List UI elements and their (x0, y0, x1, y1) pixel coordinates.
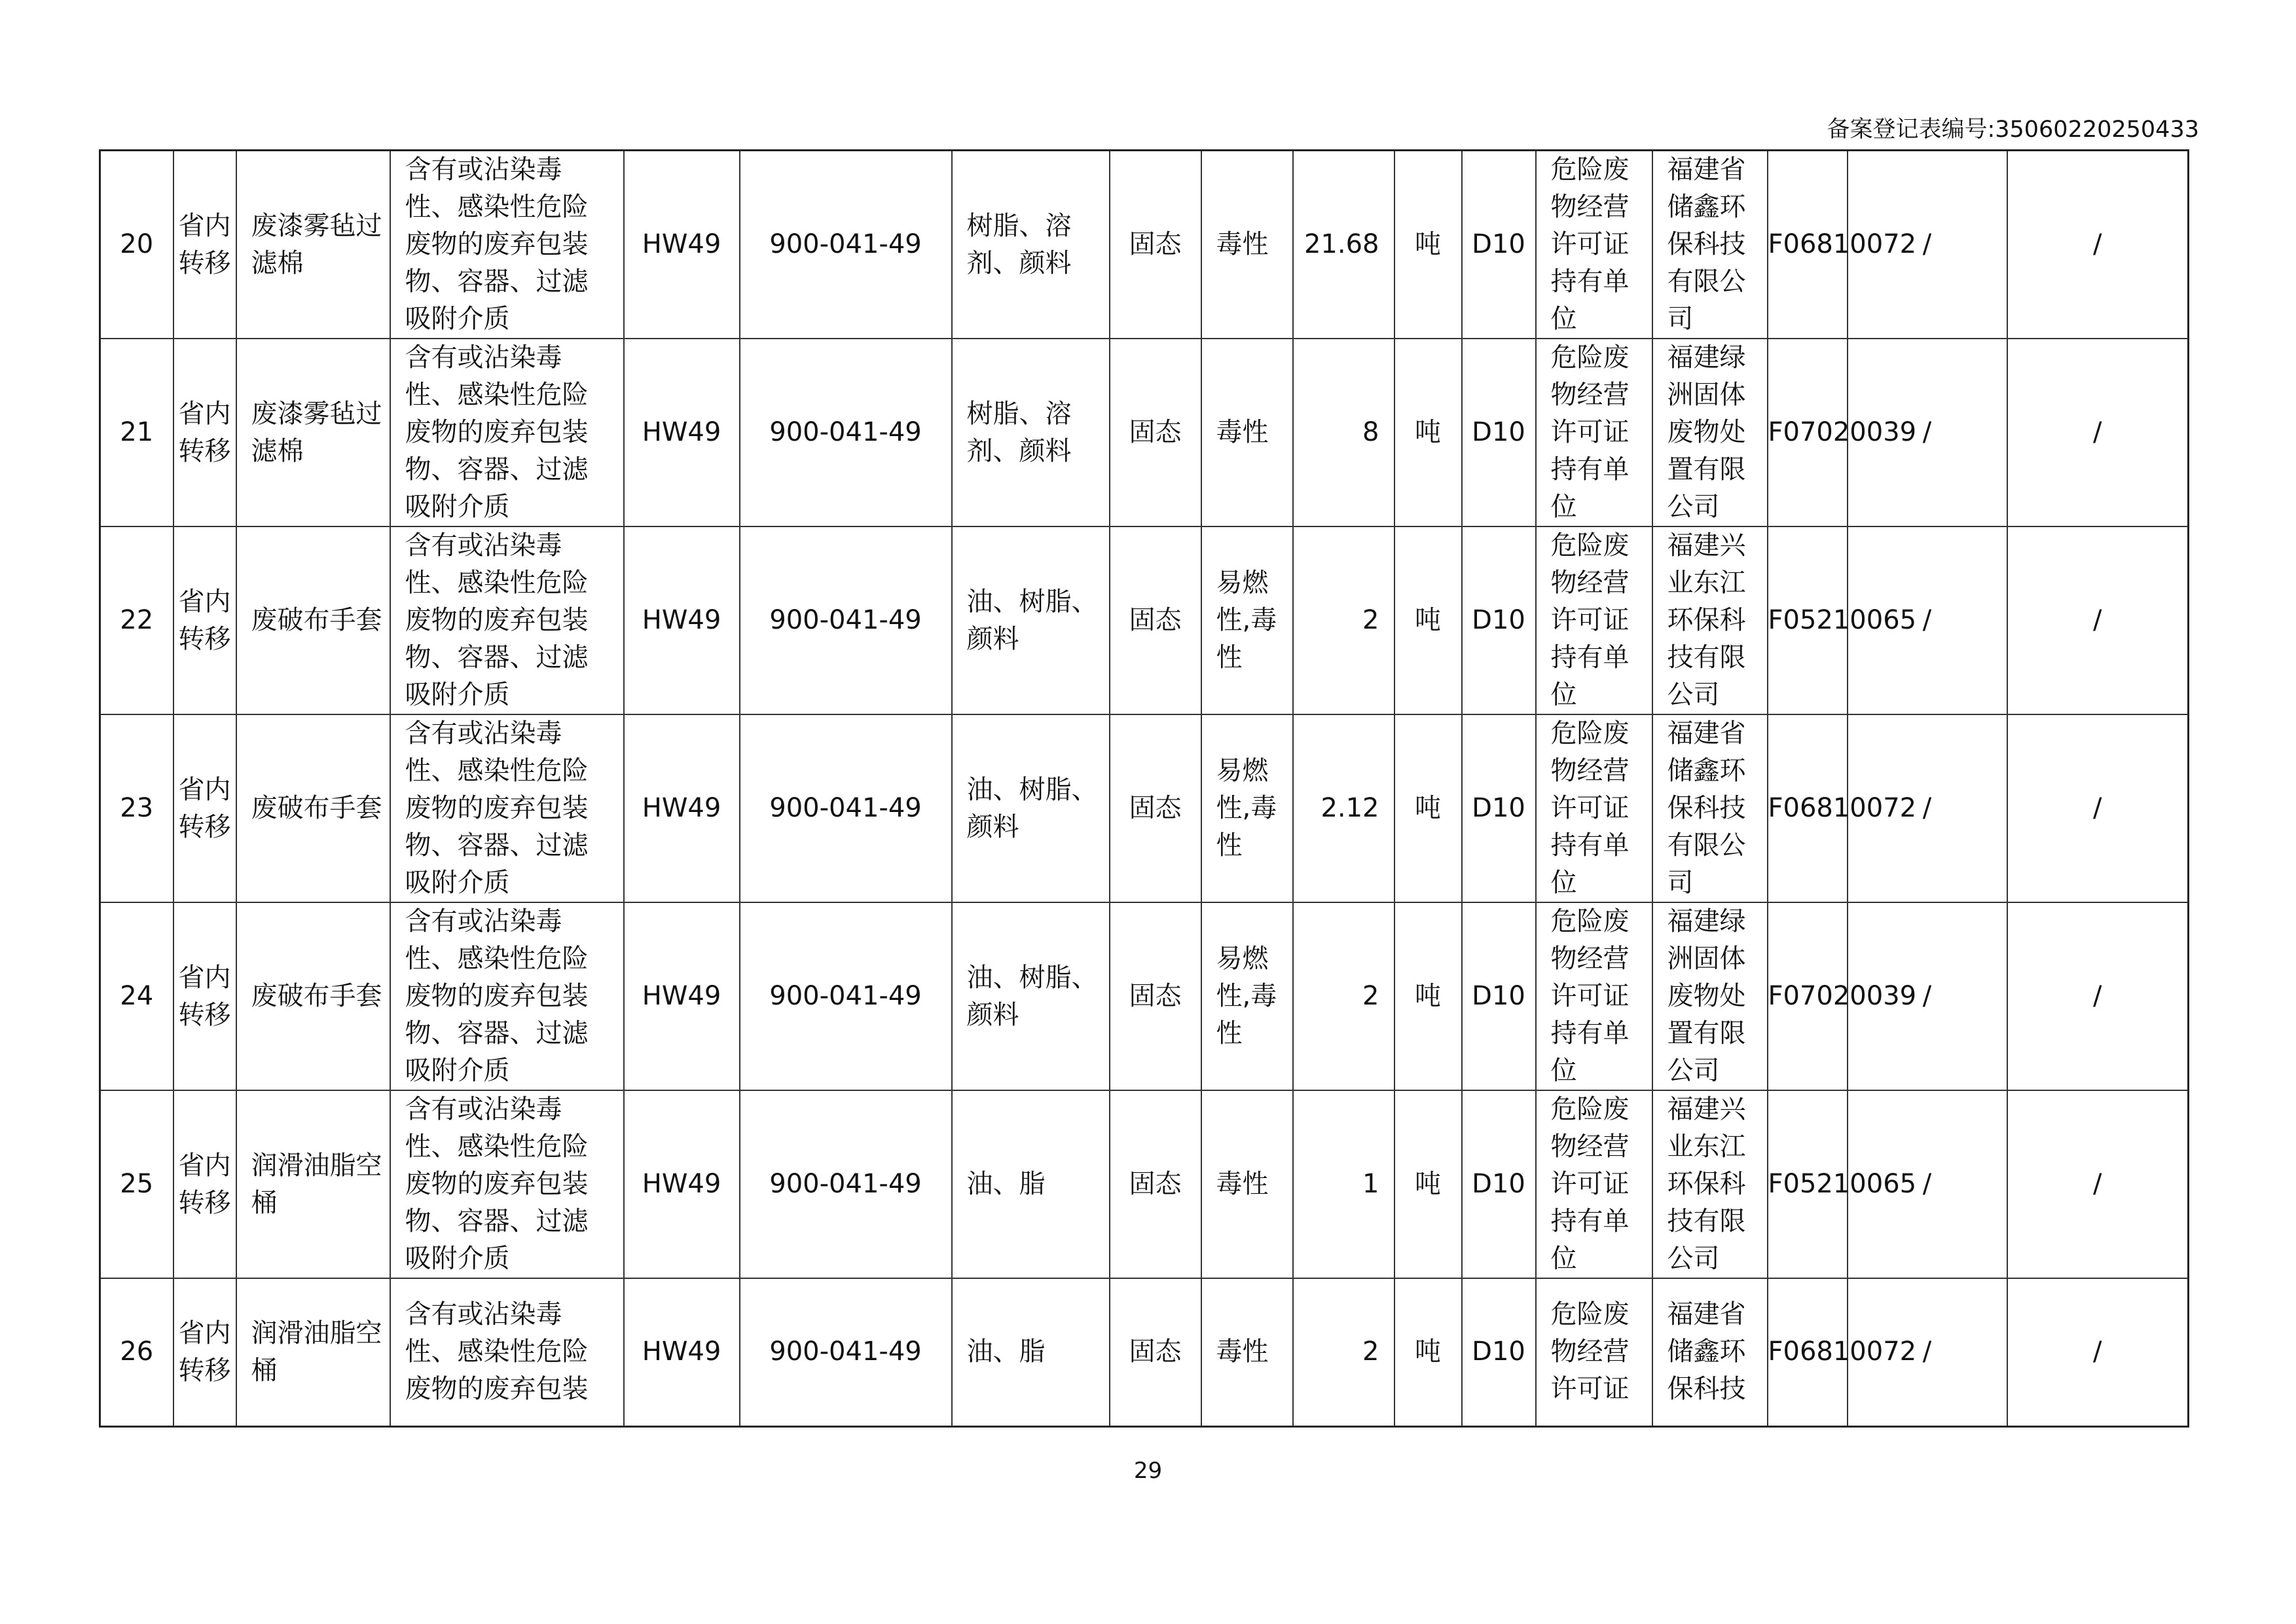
waste-code-cell: 900-041-49 (740, 902, 952, 1090)
extra-column-2-cell: / (2007, 526, 2189, 714)
disposal-method-cell: D10 (1462, 1278, 1536, 1426)
waste-name-cell: 废破布手套 (236, 902, 390, 1090)
extra-column-2-cell: / (2007, 339, 2189, 526)
row-number-cell: 25 (100, 1090, 173, 1278)
hazardous-component-cell: 树脂、溶剂、颜料 (952, 151, 1110, 339)
receiver-name-cell: 福建兴业东江环保科技有限公司 (1652, 526, 1768, 714)
hazard-property-cell: 毒性 (1201, 1090, 1293, 1278)
record-number-label: 备案登记表编号: (1827, 117, 1995, 143)
row-number-cell: 26 (100, 1278, 173, 1426)
amount-cell: 1 (1293, 1090, 1394, 1278)
hazardous-component-cell: 油、脂 (952, 1090, 1110, 1278)
unit-cell: 吨 (1394, 526, 1462, 714)
table-row (100, 1090, 2189, 1278)
row-number-cell: 24 (100, 902, 173, 1090)
physical-form-cell: 固态 (1110, 526, 1201, 714)
transfer-type-cell: 省内转移 (173, 714, 236, 902)
physical-form-cell: 固态 (1110, 339, 1201, 526)
receiver-name-cell: 福建省储鑫环保科技有限公司 (1652, 714, 1768, 902)
hazardous-component-cell: 油、树脂、颜料 (952, 526, 1110, 714)
hazardous-component-cell: 油、脂 (952, 1278, 1110, 1426)
extra-column-1-cell: / (1848, 526, 2007, 714)
amount-cell: 2.12 (1293, 714, 1394, 902)
waste-code-cell: 900-041-49 (740, 151, 952, 339)
transfer-type-cell: 省内转移 (173, 902, 236, 1090)
extra-column-1-cell: / (1848, 1278, 2007, 1426)
waste-description-cell: 含有或沾染毒性、感染性危险废物的废弃包装物、容器、过滤吸附介质 (390, 339, 624, 526)
physical-form-cell: 固态 (1110, 902, 1201, 1090)
waste-code-cell: 900-041-49 (740, 339, 952, 526)
hazardous-component-cell: 油、树脂、颜料 (952, 902, 1110, 1090)
waste-description-cell: 含有或沾染毒性、感染性危险废物的废弃包装物、容器、过滤吸附介质 (390, 526, 624, 714)
waste-category-cell: HW49 (624, 902, 740, 1090)
waste-name-cell: 废漆雾毡过滤棉 (236, 151, 390, 339)
extra-column-1-cell: / (1848, 151, 2007, 339)
amount-cell: 2 (1293, 1278, 1394, 1426)
hazardous-waste-table (99, 149, 2189, 1428)
transfer-type-cell: 省内转移 (173, 526, 236, 714)
physical-form-cell: 固态 (1110, 151, 1201, 339)
waste-category-cell: HW49 (624, 339, 740, 526)
hazard-property-cell: 毒性 (1201, 1278, 1293, 1426)
waste-category-cell: HW49 (624, 526, 740, 714)
hazardous-component-cell: 油、树脂、颜料 (952, 714, 1110, 902)
disposal-method-cell: D10 (1462, 339, 1536, 526)
amount-cell: 8 (1293, 339, 1394, 526)
unit-cell: 吨 (1394, 339, 1462, 526)
disposal-method-cell: D10 (1462, 526, 1536, 714)
physical-form-cell: 固态 (1110, 1278, 1201, 1426)
table-row (100, 902, 2189, 1090)
transfer-type-cell: 省内转移 (173, 1090, 236, 1278)
transfer-type-cell: 省内转移 (173, 1278, 236, 1426)
table-row (100, 714, 2189, 902)
waste-code-cell: 900-041-49 (740, 714, 952, 902)
waste-description-cell: 含有或沾染毒性、感染性危险废物的废弃包装物、容器、过滤吸附介质 (390, 714, 624, 902)
license-number-cell: F06810072 (1768, 151, 1848, 339)
disposal-method-cell: D10 (1462, 902, 1536, 1090)
transfer-type-cell: 省内转移 (173, 151, 236, 339)
hazard-property-cell: 易燃性,毒性 (1201, 526, 1293, 714)
waste-name-cell: 润滑油脂空桶 (236, 1090, 390, 1278)
receiver-name-cell: 福建绿洲固体废物处置有限公司 (1652, 902, 1768, 1090)
amount-cell: 21.68 (1293, 151, 1394, 339)
table-row (100, 339, 2189, 526)
waste-description-cell: 含有或沾染毒性、感染性危险废物的废弃包装物、容器、过滤吸附介质 (390, 902, 624, 1090)
row-number-cell: 21 (100, 339, 173, 526)
waste-description-cell: 含有或沾染毒性、感染性危险废物的废弃包装物、容器、过滤吸附介质 (390, 151, 624, 339)
row-number-cell: 22 (100, 526, 173, 714)
waste-code-cell: 900-041-49 (740, 1090, 952, 1278)
record-number-line (1827, 115, 2199, 144)
receiver-name-cell: 福建绿洲固体废物处置有限公司 (1652, 339, 1768, 526)
waste-name-cell: 润滑油脂空桶 (236, 1278, 390, 1426)
license-number-cell: F06810072 (1768, 714, 1848, 902)
unit-cell: 吨 (1394, 151, 1462, 339)
extra-column-2-cell: / (2007, 1278, 2189, 1426)
table-row (100, 1278, 2189, 1426)
extra-column-2-cell: / (2007, 902, 2189, 1090)
unit-cell: 吨 (1394, 714, 1462, 902)
receiver-type-cell: 危险废物经营许可证持有单位 (1536, 902, 1652, 1090)
receiver-type-cell: 危险废物经营许可证持有单位 (1536, 151, 1652, 339)
waste-code-cell: 900-041-49 (740, 526, 952, 714)
waste-description-cell: 含有或沾染毒性、感染性危险废物的废弃包装物、容器、过滤吸附介质 (390, 1090, 624, 1278)
extra-column-1-cell: / (1848, 714, 2007, 902)
waste-name-cell: 废破布手套 (236, 714, 390, 902)
physical-form-cell: 固态 (1110, 714, 1201, 902)
hazard-property-cell: 毒性 (1201, 151, 1293, 339)
license-number-cell: F07020039 (1768, 902, 1848, 1090)
receiver-name-cell: 福建兴业东江环保科技有限公司 (1652, 1090, 1768, 1278)
waste-category-cell: HW49 (624, 1278, 740, 1426)
table-row (100, 526, 2189, 714)
physical-form-cell: 固态 (1110, 1090, 1201, 1278)
unit-cell: 吨 (1394, 1090, 1462, 1278)
license-number-cell: F07020039 (1768, 339, 1848, 526)
row-number-cell: 20 (100, 151, 173, 339)
hazard-property-cell: 易燃性,毒性 (1201, 714, 1293, 902)
extra-column-2-cell: / (2007, 1090, 2189, 1278)
row-number-cell: 23 (100, 714, 173, 902)
extra-column-1-cell: / (1848, 1090, 2007, 1278)
receiver-type-cell: 危险废物经营许可证持有单位 (1536, 714, 1652, 902)
waste-code-cell: 900-041-49 (740, 1278, 952, 1426)
unit-cell: 吨 (1394, 902, 1462, 1090)
license-number-cell: F06810072 (1768, 1278, 1848, 1426)
disposal-method-cell: D10 (1462, 151, 1536, 339)
table-row (100, 151, 2189, 339)
record-number-value: 35060220250433 (1995, 117, 2199, 143)
page-number: 29 (1133, 1458, 1163, 1484)
hazardous-component-cell: 树脂、溶剂、颜料 (952, 339, 1110, 526)
receiver-type-cell: 危险废物经营许可证持有单位 (1536, 1090, 1652, 1278)
disposal-method-cell: D10 (1462, 714, 1536, 902)
extra-column-2-cell: / (2007, 151, 2189, 339)
waste-category-cell: HW49 (624, 714, 740, 902)
receiver-name-cell: 福建省储鑫环保科技有限公司 (1652, 151, 1768, 339)
license-number-cell: F05210065 (1768, 526, 1848, 714)
unit-cell: 吨 (1394, 1278, 1462, 1426)
waste-category-cell: HW49 (624, 1090, 740, 1278)
waste-name-cell: 废破布手套 (236, 526, 390, 714)
hazard-property-cell: 毒性 (1201, 339, 1293, 526)
extra-column-1-cell: / (1848, 902, 2007, 1090)
receiver-name-cell: 福建省储鑫环保科技 (1652, 1278, 1768, 1426)
extra-column-2-cell: / (2007, 714, 2189, 902)
receiver-type-cell: 危险废物经营许可证持有单位 (1536, 526, 1652, 714)
receiver-type-cell: 危险废物经营许可证 (1536, 1278, 1652, 1426)
waste-name-cell: 废漆雾毡过滤棉 (236, 339, 390, 526)
waste-category-cell: HW49 (624, 151, 740, 339)
extra-column-1-cell: / (1848, 339, 2007, 526)
transfer-type-cell: 省内转移 (173, 339, 236, 526)
amount-cell: 2 (1293, 902, 1394, 1090)
receiver-type-cell: 危险废物经营许可证持有单位 (1536, 339, 1652, 526)
amount-cell: 2 (1293, 526, 1394, 714)
waste-description-cell: 含有或沾染毒性、感染性危险废物的废弃包装 (390, 1278, 624, 1426)
license-number-cell: F05210065 (1768, 1090, 1848, 1278)
hazard-property-cell: 易燃性,毒性 (1201, 902, 1293, 1090)
disposal-method-cell: D10 (1462, 1090, 1536, 1278)
